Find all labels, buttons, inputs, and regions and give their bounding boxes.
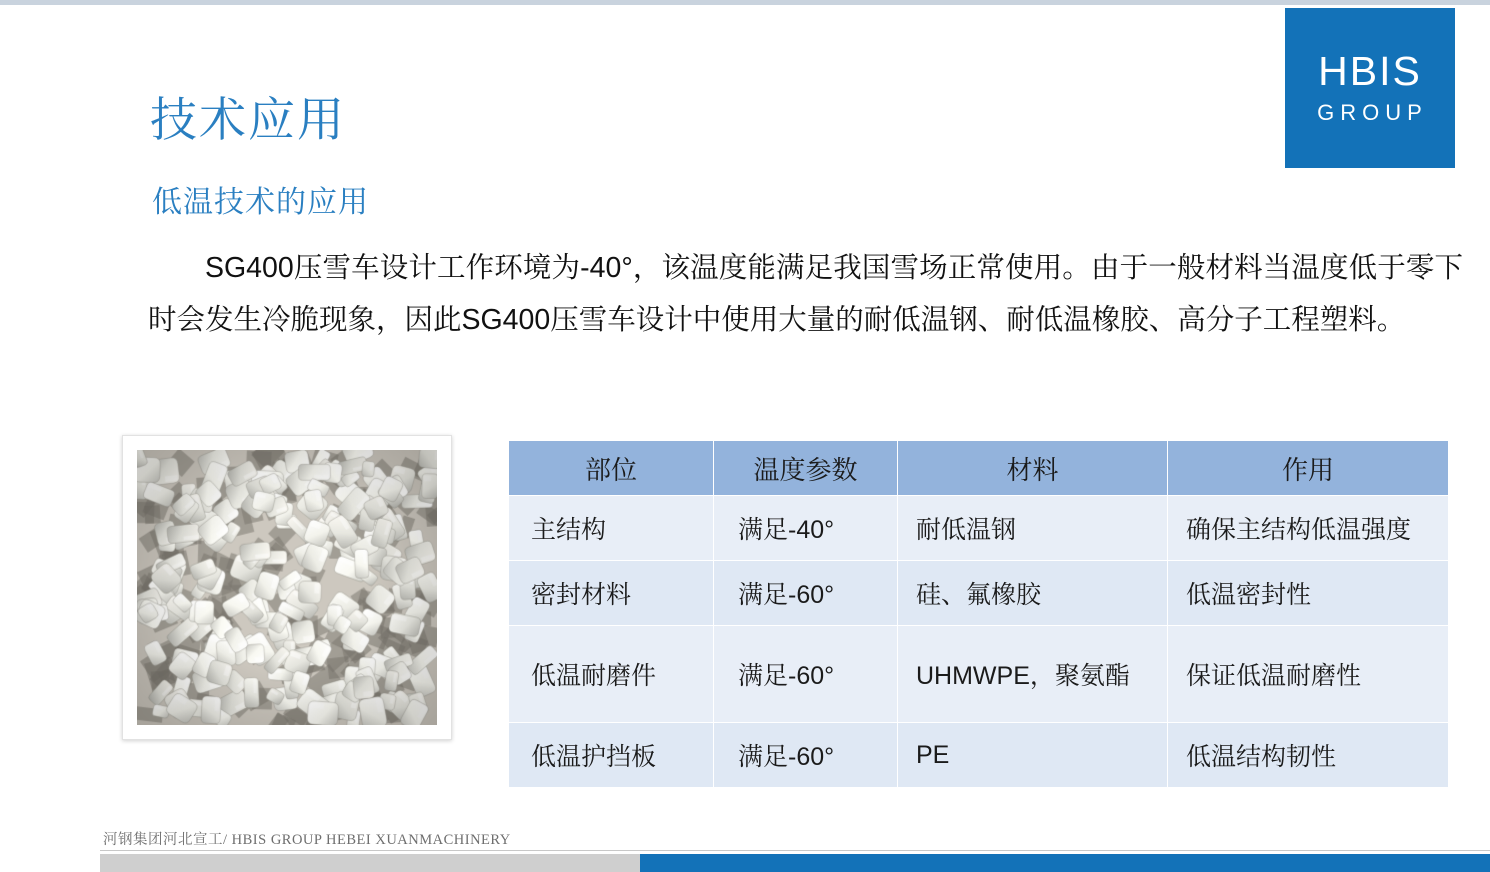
table-row — [509, 626, 1449, 723]
cell-material: 耐低温钢 — [898, 496, 1168, 561]
logo-sub-text: GROUP — [1317, 99, 1428, 125]
logo-main-text: HBIS — [1318, 48, 1422, 95]
body-paragraph: SG400压雪车设计工作环境为-40°，该温度能满足我国雪场正常使用。由于一般材料当温度低于零下时会发生冷脆现象，因此SG400压雪车设计中使用大量的耐低温钢、耐低温橡胶、高分子工程塑料。 — [148, 252, 1463, 336]
table-row — [509, 723, 1449, 788]
cell-function: 低温结构韧性 — [1168, 723, 1449, 788]
table-row — [509, 496, 1449, 561]
cell-material: PE — [898, 723, 1168, 788]
top-accent-bar — [0, 0, 1490, 5]
table-header-cell: 材料 — [898, 441, 1168, 496]
table-header-cell: 作用 — [1168, 441, 1449, 496]
cell-function: 确保主结构低温强度 — [1168, 496, 1449, 561]
cell-function: 保证低温耐磨性 — [1168, 626, 1449, 723]
pellets-photo-frame — [122, 435, 452, 740]
table-header-cell: 部位 — [509, 441, 714, 496]
table-row — [509, 561, 1449, 626]
cell-temperature: 满足-60° — [714, 561, 898, 626]
cell-part: 低温耐磨件 — [509, 626, 714, 723]
page-title: 技术应用 — [150, 93, 346, 146]
low-temp-materials-table — [508, 440, 1448, 788]
footer-divider — [100, 850, 1490, 851]
cell-temperature: 满足-60° — [714, 626, 898, 723]
cell-part: 密封材料 — [509, 561, 714, 626]
footer-caption: 河钢集团河北宣工/ HBIS GROUP HEBEI XUANMACHINERY — [103, 832, 511, 848]
cell-part: 主结构 — [509, 496, 714, 561]
cell-material: 硅、氟橡胶 — [898, 561, 1168, 626]
cell-temperature: 满足-40° — [714, 496, 898, 561]
cell-temperature: 满足-60° — [714, 723, 898, 788]
footer-bar-grey — [100, 854, 640, 872]
hbis-logo — [1285, 8, 1455, 168]
page-subtitle: 低温技术的应用 — [152, 186, 369, 219]
table-header-cell: 温度参数 — [714, 441, 898, 496]
cell-function: 低温密封性 — [1168, 561, 1449, 626]
footer-bar-blue — [640, 854, 1490, 872]
table-header-row — [509, 441, 1449, 496]
cell-part: 低温护挡板 — [509, 723, 714, 788]
pellets-photo — [137, 450, 437, 725]
cell-material: UHMWPE，聚氨酯 — [898, 626, 1168, 723]
